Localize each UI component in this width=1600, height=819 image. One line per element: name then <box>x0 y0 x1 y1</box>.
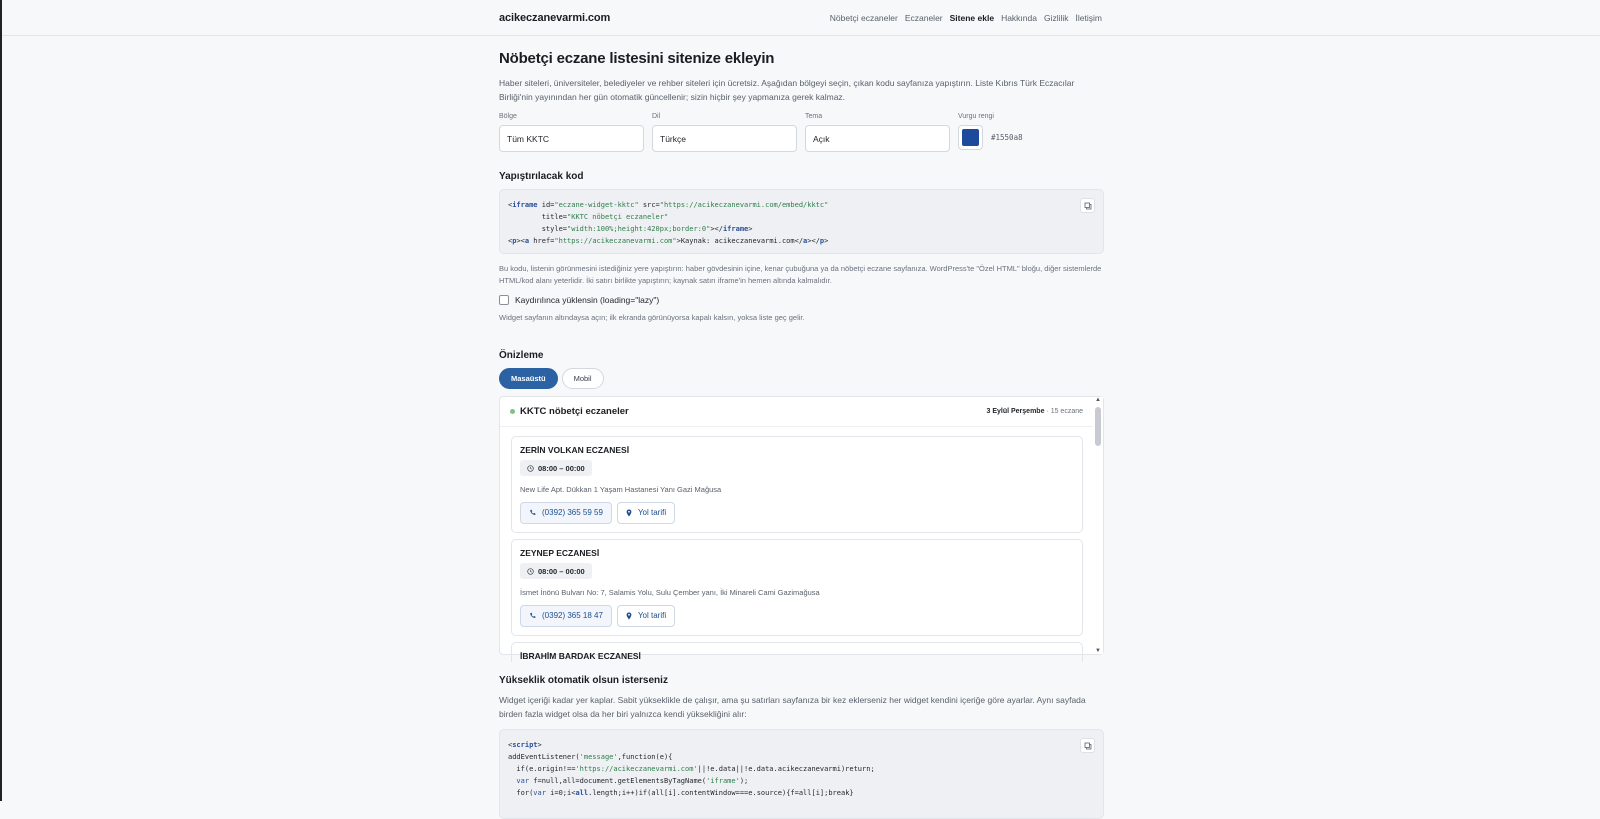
accent-hex: #1550a8 <box>991 133 1023 142</box>
nav-eczaneler[interactable]: Eczaneler <box>904 13 943 23</box>
language-field <box>652 113 797 152</box>
region-select[interactable]: Tüm KKTC <box>499 125 644 152</box>
lazy-checkbox[interactable] <box>499 295 509 305</box>
copy-embed-button[interactable] <box>1080 198 1095 213</box>
lazy-option[interactable] <box>499 295 1104 305</box>
clock-icon <box>527 465 534 472</box>
pharmacy-hours: 08:00 – 00:00 <box>520 563 592 579</box>
widget-header <box>500 397 1093 427</box>
widget-title: KKTC nöbetçi eczaneler <box>520 406 629 417</box>
pharmacy-list <box>500 427 1103 662</box>
pharmacy-card <box>511 539 1083 636</box>
auto-height-title: Yükseklik otomatik olsun isterseniz <box>499 675 668 686</box>
live-dot-icon <box>510 409 515 414</box>
embed-code-block[interactable]: <iframe id="eczane-widget-kktc" src="https://acikeczanevarmi.com/embed/kktc" title="KKTC nöbetçi eczaneler" style="width:100%;height:420px;border:0"></iframe> <p><a href="https://acikeczanevarmi.com">Kaynak: acikeczanevarmi.com</a></p> <box>499 189 1104 254</box>
pharmacy-name: ZERİN VOLKAN ECZANESİ <box>520 445 630 455</box>
map-pin-icon <box>626 612 632 620</box>
directions-button[interactable]: Yol tarifi <box>617 605 675 627</box>
preview-device-toggle <box>499 368 1104 389</box>
language-label: Dil <box>652 113 661 120</box>
auto-height-lead: Widget içeriği kadar yer kaplar. Sabit yükseklikle de çalışır, ama şu satırları sayfanıza bir kez eklerseniz her widget kendini içeriğe göre ayarlar. Aynı sayfada birden fazla widget olsa da her biri yalnızca kendi yüksekliğini alır: <box>499 695 1086 719</box>
scroll-thumb[interactable] <box>1095 407 1101 446</box>
tab-masaustu[interactable]: Masaüstü <box>499 368 558 389</box>
lazy-help: Widget sayfanın altındaysa açın; ilk ekranda görünüyorsa kapalı kalsın, yoksa liste geç gelir. <box>499 313 805 322</box>
preview-scrollbar[interactable] <box>1093 397 1103 654</box>
site-logo[interactable]: acikeczanevarmi.com <box>499 12 611 24</box>
nav-sitene-ekle[interactable]: Sitene ekle <box>949 13 995 23</box>
phone-button[interactable]: (0392) 365 59 59 <box>520 502 612 524</box>
pharmacy-address: İsmet İnönü Bulvarı No: 7, Salamis Yolu, Sulu Çember yanı, İki Minareli Cami Gazimağusa <box>520 587 820 597</box>
phone-button[interactable]: (0392) 365 18 47 <box>520 605 612 627</box>
lazy-label[interactable]: Kaydırılınca yüklensin (loading="lazy") <box>515 295 660 305</box>
region-label: Bölge <box>499 113 517 120</box>
theme-field <box>805 113 950 152</box>
nav-hakkinda[interactable]: Hakkında <box>1001 13 1037 23</box>
region-field <box>499 113 644 152</box>
embed-code-title: Yapıştırılacak kod <box>499 171 584 182</box>
page-title: Nöbetçi eczane listesini sitenize ekleyin <box>499 50 775 67</box>
main-content <box>499 36 1104 819</box>
pharmacy-card <box>511 642 1083 662</box>
embed-help: Bu kodu, listenin görünmesini istediğiniz yere yapıştırın: haber gövdesinin içine, kenar çubuğuna ya da nöbetçi eczane sayfanıza. WordPress'te "Özel HTML" bloğu, diğer sistemlerde HTML/kod alanı yeterlidir. İki satırı birlikte yapıştırın; kaynak satırı iframe'in hemen altında kalmalıdır. <box>499 264 1102 285</box>
nav-gizlilik[interactable]: Gizlilik <box>1043 13 1069 23</box>
main-nav <box>830 13 1102 23</box>
auto-height-code-block[interactable]: <script> addEventListener('message',function(e){ if(e.origin!=='https://acikeczanevarmi.com'||!e.data||!e.data.acikeczanevarmi)return; var f=null,all=document.getElementsByTagName('iframe'); for(var i=0;i<all.length;i++)if(all[i].contentWindow===e.source){f=all[i];break} <box>499 729 1104 819</box>
accent-color-picker[interactable] <box>958 125 983 150</box>
language-select[interactable]: Türkçe <box>652 125 797 152</box>
preview-title: Önizleme <box>499 350 544 361</box>
map-pin-icon <box>626 509 632 517</box>
page-lead: Haber siteleri, üniversiteler, belediyeler ve rehber siteleri için ücretsiz. Aşağıdan bölgeyi seçin, çıkan kodu sayfanıza yapıştırın. Liste Kıbrıs Türk Eczacılar Birliği'nin yayınından her gün otomatik güncellenir; sizin hiçbir şey yapmanıza gerek kalmaz. <box>499 78 1075 102</box>
nav-nobetci-eczaneler[interactable]: Nöbetçi eczaneler <box>829 13 898 23</box>
preview-frame <box>499 396 1104 661</box>
scroll-down-icon[interactable]: ▼ <box>1095 648 1101 654</box>
copy-icon <box>1084 202 1092 210</box>
widget-meta: 3 Eylül Perşembe · 15 eczane <box>986 408 1083 415</box>
theme-select[interactable]: Açık <box>805 125 950 152</box>
pharmacy-name: ZEYNEP ECZANESİ <box>520 548 600 558</box>
tab-mobil[interactable]: Mobil <box>562 368 604 389</box>
pharmacy-name: İBRAHİM BARDAK ECZANESİ <box>520 651 641 661</box>
pharmacy-address: New Life Apt. Dükkan 1 Yaşam Hastanesi Yanı Gazi Mağusa <box>520 484 722 494</box>
pharmacy-hours: 08:00 – 00:00 <box>520 460 592 476</box>
theme-label: Tema <box>805 113 823 120</box>
accent-swatch <box>962 129 979 146</box>
pharmacy-card <box>511 436 1083 533</box>
accent-field <box>958 113 1103 152</box>
options-row <box>499 113 1104 152</box>
top-bar <box>2 0 1600 36</box>
clock-icon <box>527 568 534 575</box>
phone-icon <box>529 509 536 516</box>
scroll-up-icon[interactable]: ▲ <box>1095 397 1101 403</box>
accent-label: Vurgu rengi <box>958 113 994 120</box>
copy-auto-height-button[interactable] <box>1080 738 1095 753</box>
directions-button[interactable]: Yol tarifi <box>617 502 675 524</box>
phone-icon <box>529 612 536 619</box>
copy-icon <box>1084 742 1092 750</box>
nav-iletisim[interactable]: İletişim <box>1075 13 1102 23</box>
